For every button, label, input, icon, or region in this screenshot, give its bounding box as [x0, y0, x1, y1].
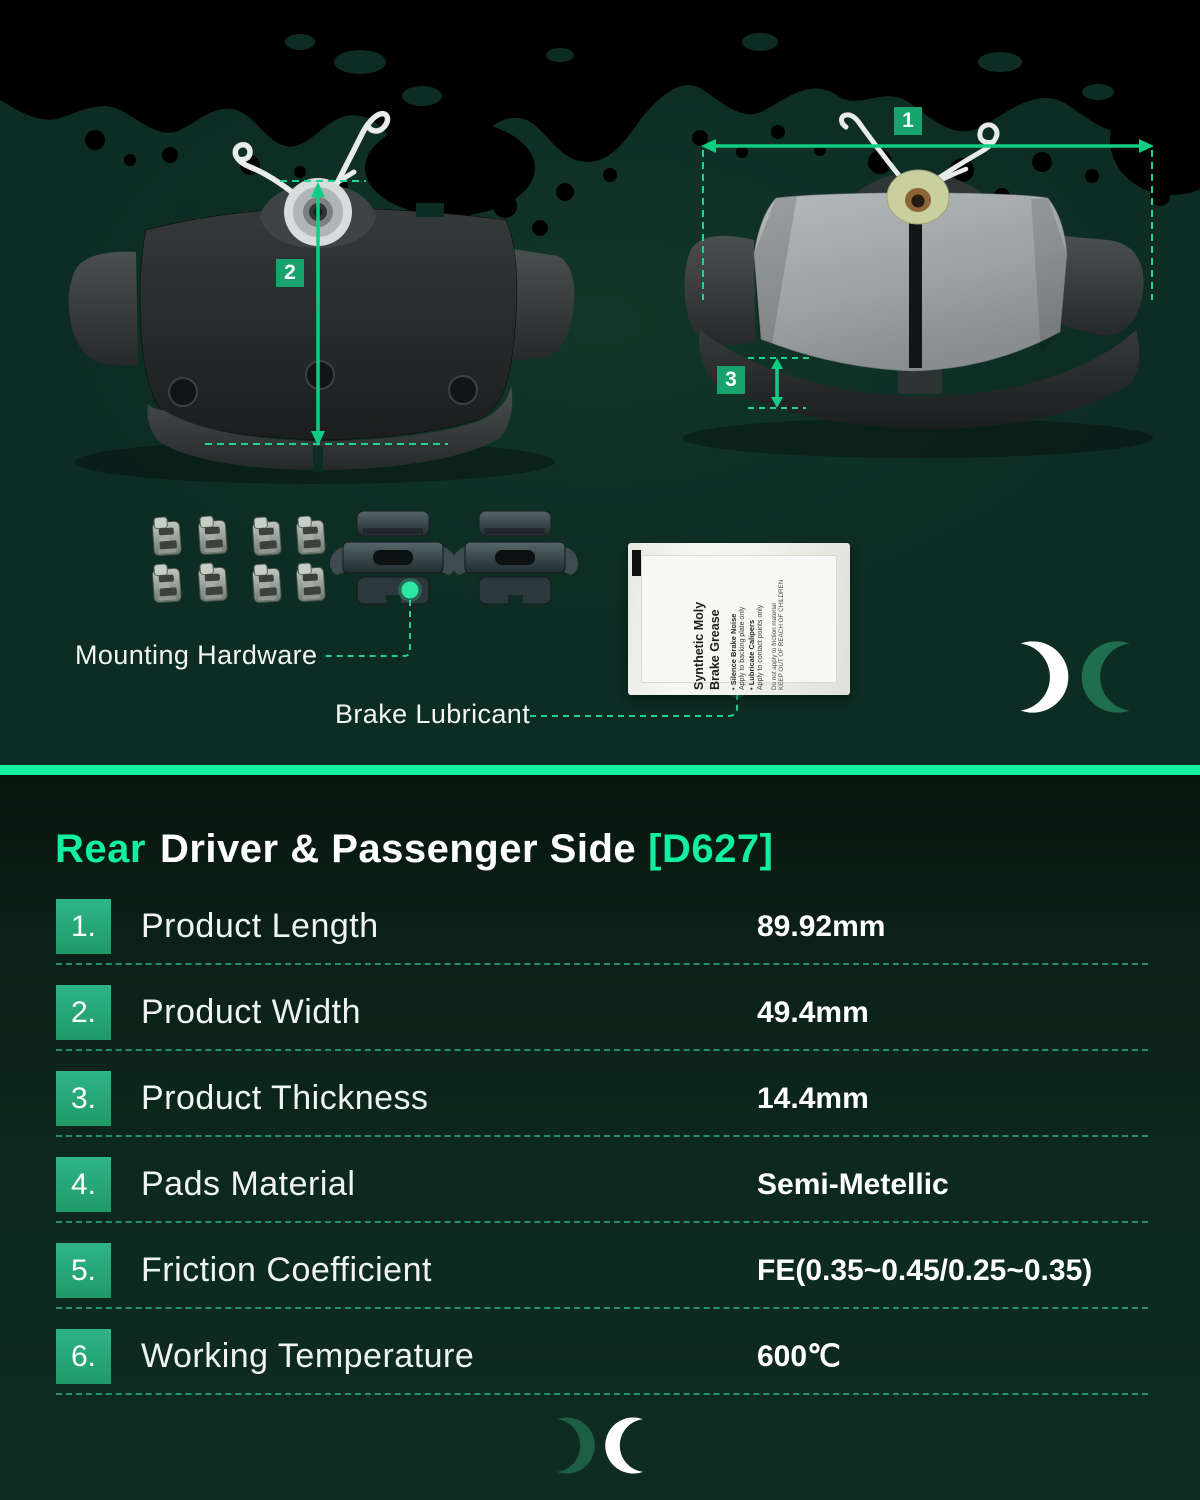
spec-row-value: 89.92mm: [757, 910, 886, 943]
callout-2: 2: [276, 259, 304, 287]
brand-logo-icon: [552, 1417, 648, 1474]
packet-title-line1: Synthetic Moly: [692, 601, 707, 690]
row-separator: [56, 963, 1148, 965]
spec-row-label: Product Width: [141, 993, 362, 1031]
row-separator: [56, 1049, 1148, 1051]
spec-row-value: 14.4mm: [757, 1082, 869, 1115]
spec-row-number: 2.: [56, 985, 111, 1040]
grease-packet: [628, 543, 850, 695]
row-separator: [56, 1393, 1148, 1395]
spec-row-value: Semi-Metellic: [757, 1168, 949, 1201]
spec-row-value: 600℃: [757, 1340, 841, 1373]
spec-row-friction-coefficient: [56, 1243, 1148, 1298]
abutment-clips: [152, 515, 326, 603]
packet-label-panel: [641, 555, 837, 690]
spec-row-value: FE(0.35~0.45/0.25~0.35): [757, 1254, 1093, 1287]
specs-title-main: Driver & Passenger Side: [159, 827, 637, 871]
specs-title-code: [D627]: [648, 827, 774, 871]
spec-row-number: 6.: [56, 1329, 111, 1384]
row-separator: [56, 1307, 1148, 1309]
callout-3: 3: [717, 366, 745, 394]
spec-row-product-width: [56, 985, 1148, 1040]
retaining-spring-clips: [330, 511, 578, 605]
packet-label-text: [692, 548, 786, 690]
spec-row-number: 3.: [56, 1071, 111, 1126]
brake-pad-friction-view: [683, 115, 1153, 458]
spec-row-pads-material: [56, 1157, 1148, 1212]
section-divider-bar: [0, 765, 1200, 775]
spec-row-label: Working Temperature: [141, 1337, 475, 1375]
packet-bullet-2: • Lubricate Calipers: [747, 619, 757, 690]
brake-lubricant-label: Brake Lubricant: [335, 699, 531, 729]
packet-title-line2: Brake Grease: [707, 609, 722, 690]
packet-bullet-2-note: Apply to contact points only: [756, 604, 764, 690]
packet-bullet-1-note: Apply to backing plate only: [738, 606, 746, 690]
packet-fine-print-1: Do not apply to friction material: [770, 603, 778, 690]
spec-row-working-temperature: [56, 1329, 1148, 1384]
mounting-hardware-label: Mounting Hardware: [75, 640, 318, 670]
spec-row-value: 49.4mm: [757, 996, 869, 1029]
row-separator: [56, 1135, 1148, 1137]
brand-logo-icon: [1014, 641, 1136, 713]
packet-fine-print-2: KEEP OUT OF REACH OF CHILDREN: [778, 579, 786, 690]
spec-row-number: 5.: [56, 1243, 111, 1298]
specs-title: [55, 827, 773, 872]
spec-row-product-thickness: [56, 1071, 1148, 1126]
spec-row-label: Pads Material: [141, 1165, 356, 1203]
callout-1: 1: [894, 107, 922, 135]
spec-row-label: Product Length: [141, 907, 379, 945]
row-separator: [56, 1221, 1148, 1223]
specs-title-highlight: Rear: [55, 827, 146, 871]
specs-section: [0, 775, 1200, 1500]
packet-bullet-1: • Silence Brake Noise: [729, 613, 739, 690]
spec-row-number: 4.: [56, 1157, 111, 1212]
spec-row-product-length: [56, 899, 1148, 954]
spec-row-number: 1.: [56, 899, 111, 954]
packet-tear-notch: [632, 550, 641, 576]
spec-row-label: Product Thickness: [141, 1079, 429, 1117]
spec-row-label: Friction Coefficient: [141, 1251, 432, 1289]
